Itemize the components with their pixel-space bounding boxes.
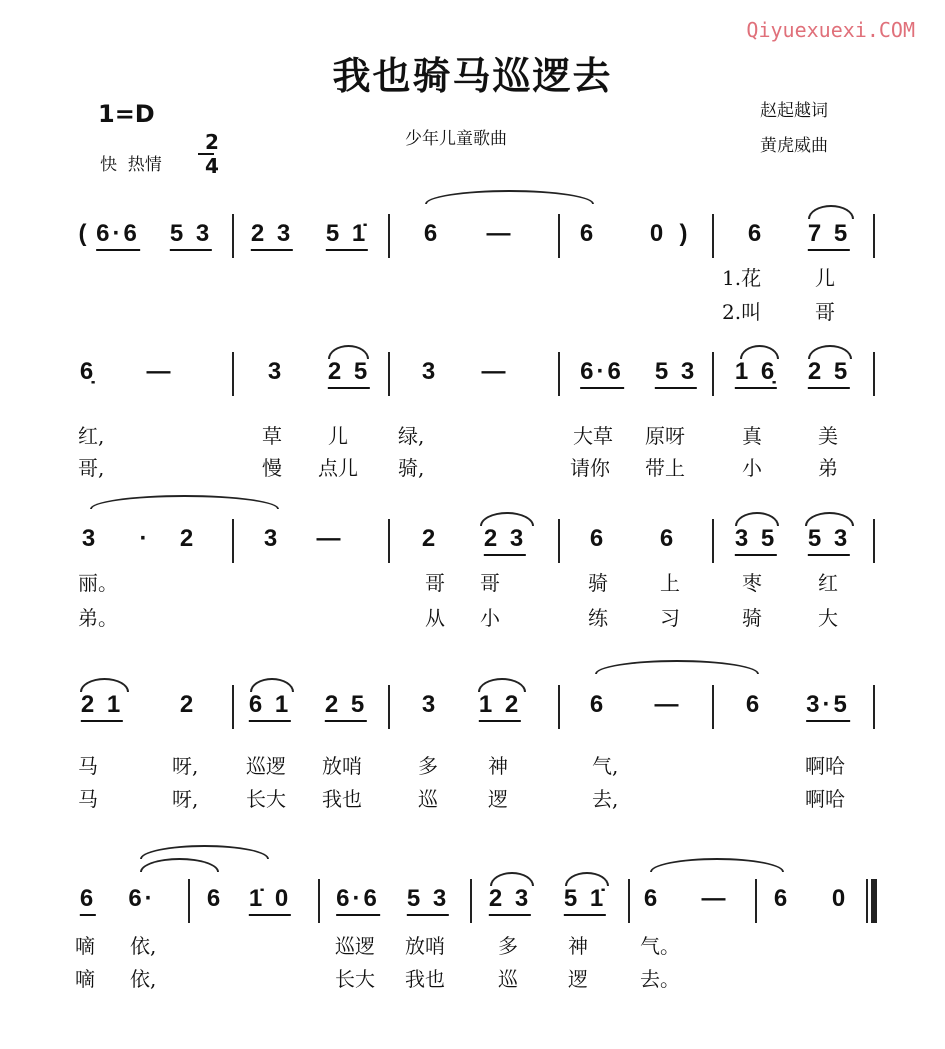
- lyric-verse-2: 练: [588, 606, 608, 630]
- lyric-verse-1: 绿,: [398, 424, 425, 448]
- barline: [558, 519, 560, 563]
- slur-mark: [250, 678, 294, 692]
- slur-mark: [140, 858, 219, 872]
- lyric-verse-2: 请你: [570, 456, 610, 480]
- lyric-verse-2: 逻: [568, 967, 588, 991]
- lyric-verse-1: 多: [498, 934, 518, 958]
- note: 6: [579, 220, 597, 247]
- lyric-verse-1: 呀,: [172, 754, 199, 778]
- note: 6: [747, 220, 765, 247]
- note: 6: [589, 525, 607, 552]
- slur-mark: [328, 345, 369, 359]
- slur-mark: [650, 858, 784, 872]
- note: 6: [643, 885, 661, 912]
- lyric-verse-1: 放哨: [405, 934, 445, 958]
- note: 2 5: [808, 358, 850, 389]
- time-top: 2: [204, 130, 219, 154]
- note: 1 2: [479, 691, 521, 722]
- note: 2: [421, 525, 439, 552]
- lyric-verse-1: 枣: [742, 571, 762, 595]
- tempo-marking: 快 热情: [100, 155, 162, 175]
- note: 5 3: [655, 358, 697, 389]
- lyric-verse-2: 大: [818, 606, 838, 630]
- lyric-verse-2: 从: [425, 606, 445, 630]
- lyric-verse-1: 气。: [640, 934, 680, 958]
- time-signature: [198, 92, 226, 216]
- note: 6·6: [336, 885, 380, 916]
- note: 3: [81, 525, 99, 552]
- lyric-verse-2: 弟: [818, 456, 838, 480]
- slur-mark: [808, 205, 854, 219]
- slur-mark: [565, 872, 609, 886]
- lyric-verse-1: 大草: [573, 424, 613, 448]
- lyric-verse-2: 哥: [815, 300, 835, 324]
- barline: [470, 879, 472, 923]
- lyric-verse-2: 啊哈: [805, 787, 845, 811]
- barline: [755, 879, 757, 923]
- note: 6·: [128, 885, 156, 912]
- lyric-verse-2: 我也: [322, 787, 362, 811]
- note: 2 3: [251, 220, 293, 251]
- lyric-verse-2: 去,: [592, 787, 619, 811]
- lyric-verse-1: 丽。: [78, 571, 118, 595]
- note: 2: [179, 525, 197, 552]
- note: 6: [206, 885, 224, 912]
- note: 2 3: [484, 525, 526, 556]
- lyric-verse-2: 我也: [405, 967, 445, 991]
- lyric-verse-1: 哥: [425, 571, 445, 595]
- note: 0: [831, 885, 849, 912]
- lyric-verse-1: 真: [742, 424, 762, 448]
- lyric-verse-1: 巡逻: [335, 934, 375, 958]
- lyric-verse-1: 气,: [592, 754, 619, 778]
- barline: [873, 519, 875, 563]
- note: 3: [421, 358, 439, 385]
- barline: [232, 519, 234, 563]
- lyric-verse-2: 依,: [130, 967, 157, 991]
- lyric-verse-2: 习: [660, 606, 680, 630]
- slur-mark: [808, 345, 852, 359]
- lyric-verse-2: 2.叫: [722, 300, 762, 324]
- note: 6·6: [96, 220, 140, 251]
- lyric-verse-1: 嘀: [75, 934, 95, 958]
- note: (: [78, 220, 90, 247]
- lyric-verse-2: 小: [742, 456, 762, 480]
- note: —: [146, 358, 174, 385]
- lyric-verse-1: 马: [78, 754, 98, 778]
- final-barline-thin: [866, 879, 868, 923]
- lyric-verse-1: 依,: [130, 934, 157, 958]
- barline: [388, 352, 390, 396]
- barline: [712, 685, 714, 729]
- note: 3 5: [735, 525, 777, 556]
- slur-mark: [480, 512, 534, 526]
- lyric-verse-1: 美: [818, 424, 838, 448]
- barline: [232, 352, 234, 396]
- note: 5 1̇: [326, 220, 368, 251]
- slur-mark: [490, 872, 534, 886]
- slur-mark: [478, 678, 526, 692]
- lyric-verse-1: 巡逻: [246, 754, 286, 778]
- note: 2: [179, 691, 197, 718]
- lyric-verse-1: 红: [818, 571, 838, 595]
- slur-mark: [140, 845, 269, 859]
- note: 7 5: [808, 220, 850, 251]
- note: 6: [423, 220, 441, 247]
- slur-mark: [595, 660, 759, 674]
- composer: 黄虎威曲: [760, 136, 828, 156]
- barline: [873, 352, 875, 396]
- barline: [388, 214, 390, 258]
- barline: [558, 352, 560, 396]
- lyric-verse-1: 儿: [815, 266, 835, 290]
- lyric-verse-1: 哥: [480, 571, 500, 595]
- lyric-verse-1: 原呀: [645, 424, 685, 448]
- note: 6: [659, 525, 677, 552]
- subtitle: 少年儿童歌曲: [405, 129, 507, 149]
- time-bottom: 4: [204, 154, 219, 178]
- slur-mark: [425, 190, 594, 204]
- barline: [188, 879, 190, 923]
- lyric-verse-1: 1.花: [722, 266, 762, 290]
- lyric-verse-1: 放哨: [322, 754, 362, 778]
- note: 6: [80, 885, 96, 916]
- key-signature: 1=D: [98, 100, 155, 128]
- barline: [388, 685, 390, 729]
- lyric-verse-1: 多: [418, 754, 438, 778]
- barline: [873, 685, 875, 729]
- lyric-verse-2: 长大: [246, 787, 286, 811]
- lyric-verse-2: 长大: [335, 967, 375, 991]
- lyric-verse-2: 逻: [488, 787, 508, 811]
- note: 5 3: [170, 220, 212, 251]
- lyric-verse-1: 神: [488, 754, 508, 778]
- lyric-verse-1: 儿: [328, 424, 348, 448]
- lyric-verse-2: 小: [480, 606, 500, 630]
- lyricist: 赵起越词: [760, 101, 828, 121]
- note: —: [486, 220, 514, 247]
- lyric-verse-2: 呀,: [172, 787, 199, 811]
- note: —: [654, 691, 682, 718]
- note: ): [679, 220, 691, 247]
- note: 5 3: [407, 885, 449, 916]
- barline: [873, 214, 875, 258]
- watermark: Qiyuexuexi.COM: [746, 18, 915, 42]
- lyric-verse-1: 红,: [78, 424, 105, 448]
- note: 6: [773, 885, 791, 912]
- note: 3: [263, 525, 281, 552]
- note: ·: [139, 525, 151, 552]
- note: 0: [649, 220, 667, 247]
- lyric-verse-1: 啊哈: [805, 754, 845, 778]
- lyric-verse-2: 哥,: [78, 456, 105, 480]
- note: 6: [589, 691, 607, 718]
- lyric-verse-2: 弟。: [78, 606, 118, 630]
- note: 2 1: [81, 691, 123, 722]
- lyric-verse-2: 巡: [418, 787, 438, 811]
- note: 3·5: [806, 691, 850, 722]
- note: 1̇ 0: [249, 885, 291, 916]
- barline: [318, 879, 320, 923]
- note: 3: [421, 691, 439, 718]
- note: 3: [267, 358, 285, 385]
- note: 2 3: [489, 885, 531, 916]
- barline: [558, 685, 560, 729]
- note: 1 6̣: [735, 358, 777, 389]
- barline: [232, 685, 234, 729]
- note: 6·6: [580, 358, 624, 389]
- note: 5 3: [808, 525, 850, 556]
- lyric-verse-2: 带上: [645, 456, 685, 480]
- lyric-verse-1: 骑: [588, 571, 608, 595]
- barline: [628, 879, 630, 923]
- lyric-verse-1: 上: [660, 571, 680, 595]
- lyric-verse-1: 神: [568, 934, 588, 958]
- note: 6 1: [249, 691, 291, 722]
- note: —: [701, 885, 729, 912]
- note: 2 5: [328, 358, 370, 389]
- lyric-verse-2: 去。: [640, 967, 680, 991]
- barline: [388, 519, 390, 563]
- note: 6̣: [79, 358, 97, 385]
- note: 6: [745, 691, 763, 718]
- barline: [232, 214, 234, 258]
- lyric-verse-1: 草: [262, 424, 282, 448]
- barline: [712, 519, 714, 563]
- barline: [558, 214, 560, 258]
- slur-mark: [805, 512, 854, 526]
- lyric-verse-2: 骑: [742, 606, 762, 630]
- lyric-verse-2: 嘀: [75, 967, 95, 991]
- note: —: [481, 358, 509, 385]
- lyric-verse-2: 马: [78, 787, 98, 811]
- slur-mark: [740, 345, 779, 359]
- note: —: [316, 525, 344, 552]
- song-title: 我也骑马巡逻去: [332, 53, 613, 98]
- slur-mark: [90, 495, 279, 509]
- lyric-verse-2: 骑,: [398, 456, 425, 480]
- final-barline-thick: [871, 879, 877, 923]
- lyric-verse-2: 巡: [498, 967, 518, 991]
- slur-mark: [80, 678, 129, 692]
- note: 5 1̇: [564, 885, 606, 916]
- slur-mark: [735, 512, 779, 526]
- note: 2 5: [325, 691, 367, 722]
- lyric-verse-2: 慢: [262, 456, 282, 480]
- barline: [712, 352, 714, 396]
- lyric-verse-2: 点儿: [318, 456, 358, 480]
- barline: [712, 214, 714, 258]
